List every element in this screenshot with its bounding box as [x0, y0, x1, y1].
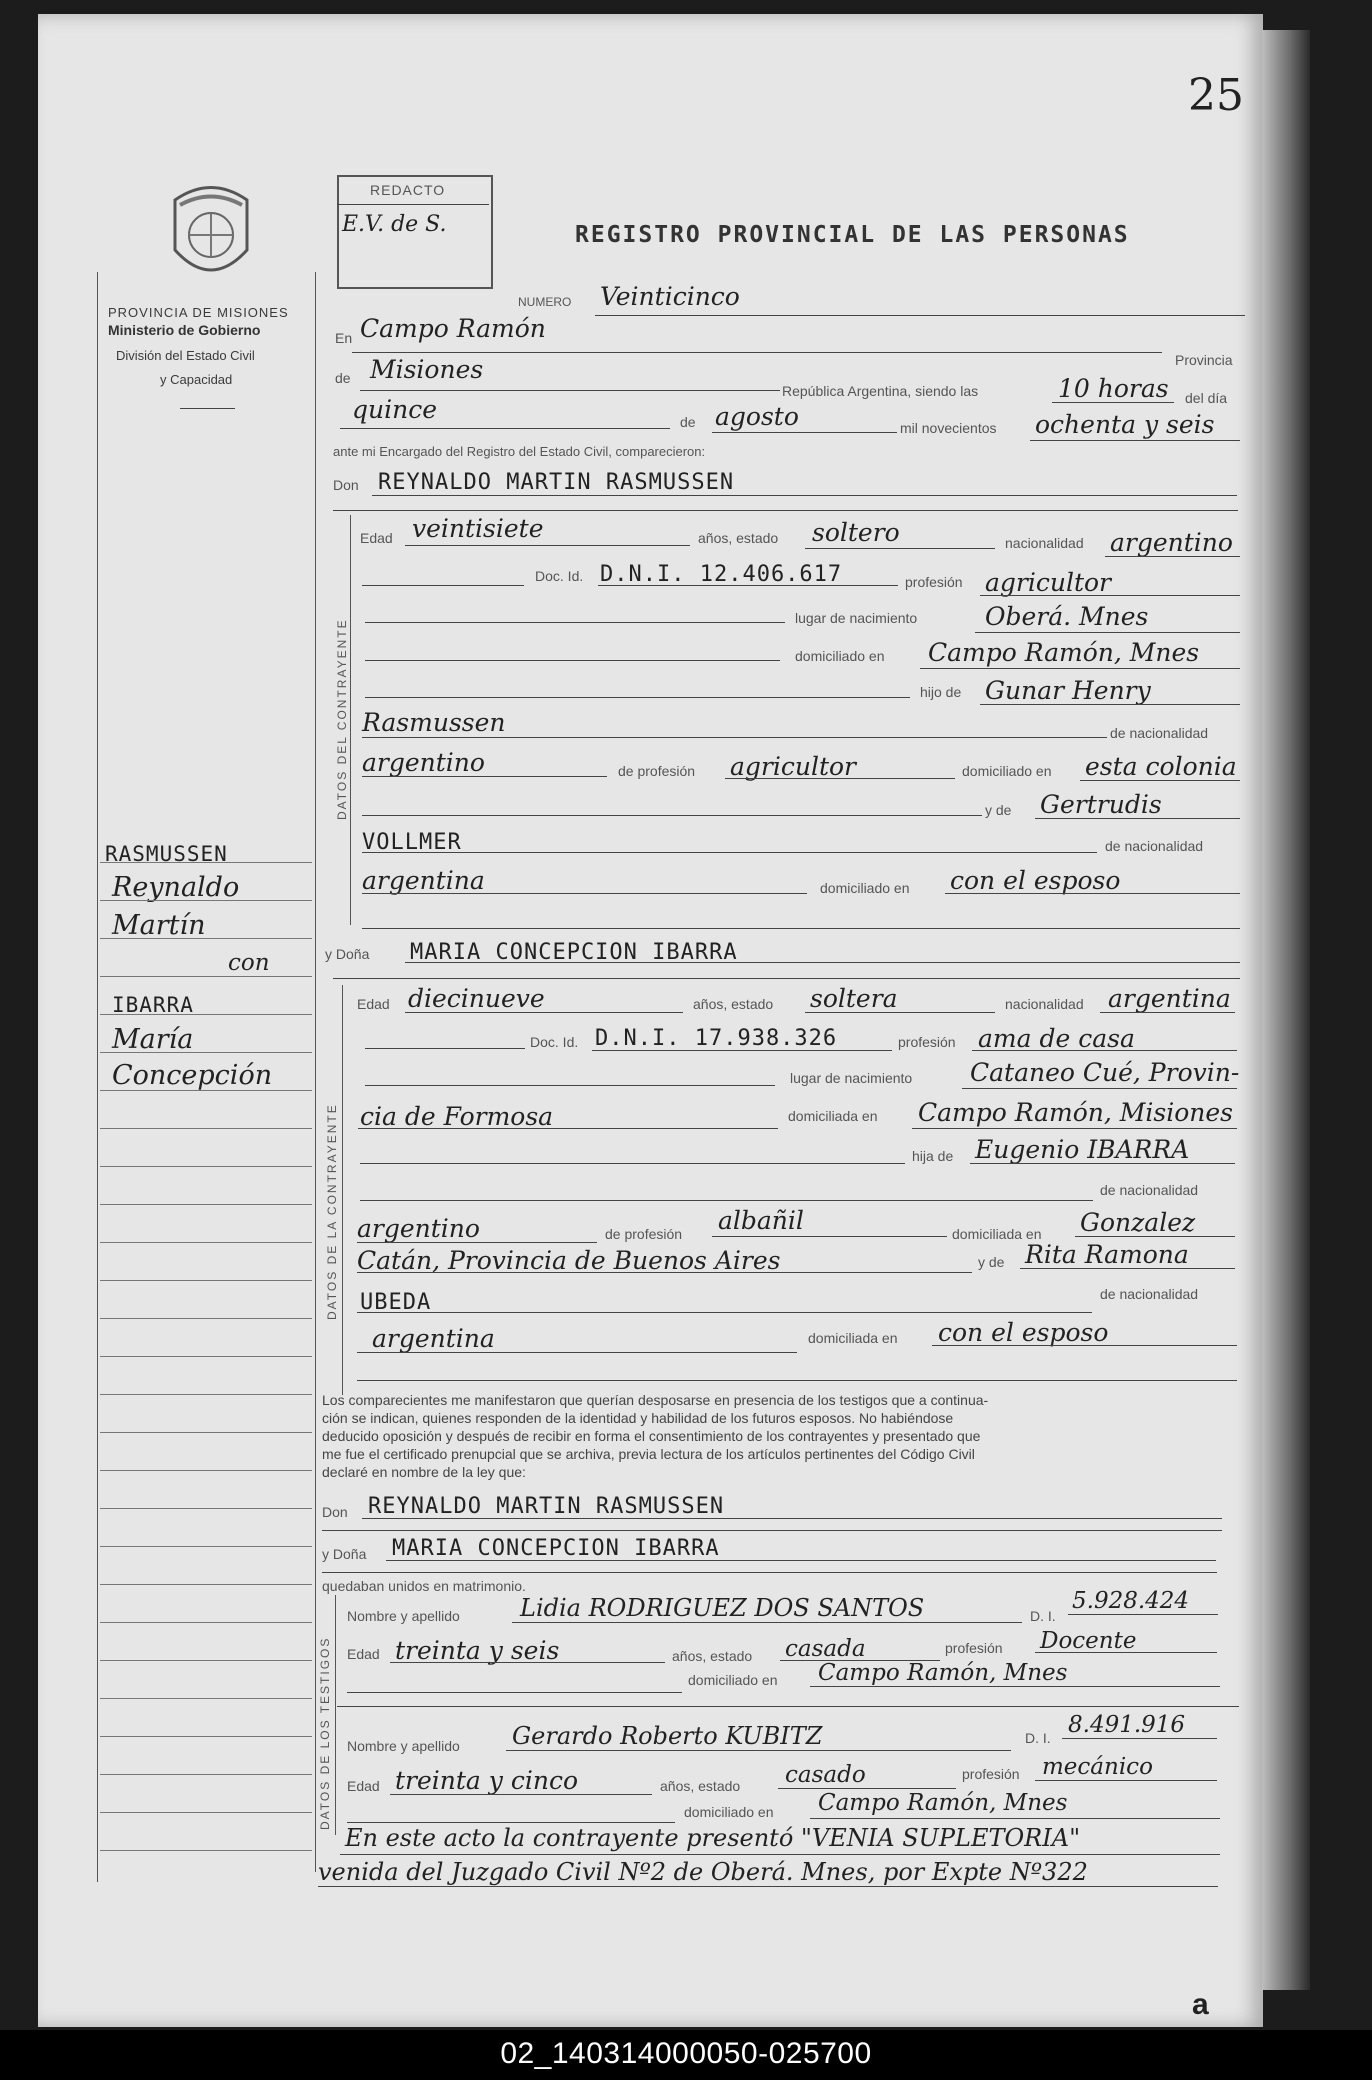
w2-anos-label: años, estado [660, 1778, 741, 1794]
bride-lugar-label: lugar de nacimiento [790, 1070, 913, 1086]
bride-de-nac-label: de nacionalidad [1100, 1182, 1199, 1198]
bride-birthplace-2: cia de Formosa [360, 1102, 554, 1131]
bride-estado: soltera [810, 984, 898, 1013]
margin-rule [100, 1584, 312, 1585]
margin-rule [100, 1736, 312, 1737]
margin-rule [100, 1204, 312, 1205]
w2-nombre-label: Nombre y apellido [347, 1738, 460, 1754]
w2-dom-label: domiciliado en [684, 1804, 774, 1820]
groom-name: REYNALDO MARTIN RASMUSSEN [378, 470, 735, 495]
w2-estado: casado [785, 1762, 866, 1788]
groom-father-nat: argentino [362, 748, 485, 777]
margin-rule [100, 1090, 312, 1091]
groom-birthplace: Oberá. Mnes [985, 602, 1149, 631]
groom-anos-label: años, estado [698, 530, 779, 546]
margin-line-3: Martín [112, 910, 206, 941]
margin-rule [100, 1812, 312, 1813]
bride-age: diecinueve [408, 984, 545, 1013]
bride-de-prof-label: de profesión [605, 1226, 683, 1242]
w1-profession: Docente [1040, 1628, 1137, 1654]
w2-di-label: D. I. [1025, 1730, 1051, 1746]
groom-mother-first: Gertrudis [1040, 790, 1162, 819]
w1-domicile: Campo Ramón, Mnes [818, 1660, 1068, 1686]
de-label: de [335, 370, 351, 386]
note-line-2: venida del Juzgado Civil Nº2 de Oberá. Mnes, por Expte Nº322 [318, 1858, 1088, 1886]
seal-line-2: Ministerio de Gobierno [108, 322, 261, 338]
groom-father-dom: esta colonia [1085, 752, 1237, 781]
margin-rule [100, 1698, 312, 1699]
redacto-label: REDACTO [370, 182, 446, 198]
groom-mother-dom: con el esposo [950, 866, 1121, 895]
bride-father: Eugenio IBARRA [975, 1135, 1190, 1164]
margin-rule [100, 1280, 312, 1281]
margin-rule [100, 1014, 312, 1015]
margin-rule [100, 862, 312, 863]
groom-father-prof: agricultor [730, 752, 857, 781]
bride-dom2-label: domiciliada en [952, 1226, 1042, 1242]
intro-month: agosto [715, 402, 799, 431]
bride-mother-last: UBEDA [360, 1290, 432, 1315]
w2-domicile: Campo Ramón, Mnes [818, 1790, 1068, 1816]
w1-nombre-label: Nombre y apellido [347, 1608, 460, 1624]
margin-rule [100, 1166, 312, 1167]
margin-rule [100, 1850, 312, 1851]
margin-rule [100, 1394, 312, 1395]
margin-rule [100, 1052, 312, 1053]
groom-father-last: Rasmussen [362, 708, 506, 737]
w1-name: Lidia RODRIGUEZ DOS SANTOS [520, 1594, 925, 1622]
bride-dom-label: domiciliada en [788, 1108, 878, 1124]
margin-line-6: María [112, 1024, 194, 1055]
margin-rule [100, 1242, 312, 1243]
bride-dom3-label: domiciliada en [808, 1330, 898, 1346]
seal-line-1: PROVINCIA DE MISIONES [108, 305, 289, 320]
declaration-line-2: ción se indican, quienes responden de la identidad y habilidad de los futuros esposos. No habiéndose [322, 1410, 954, 1426]
bride-doc: D.N.I. 17.938.326 [595, 1026, 838, 1051]
groom-de-nac2-label: de nacionalidad [1105, 838, 1204, 854]
provincia-label: Provincia [1175, 352, 1233, 368]
w2-name: Gerardo Roberto KUBITZ [512, 1722, 823, 1750]
bride-doc-label: Doc. Id. [530, 1034, 579, 1050]
groom-de-prof-label: de profesión [618, 763, 696, 779]
w1-anos-label: años, estado [672, 1648, 753, 1664]
dona-label: y Doña [325, 946, 370, 962]
bride-father-dom-2: Catán, Provincia de Buenos Aires [357, 1246, 781, 1275]
bride-mother-first: Rita Ramona [1025, 1240, 1189, 1269]
margin-line-7: Concepción [112, 1060, 273, 1091]
en-label: En [335, 330, 353, 346]
decl-bride: MARIA CONCEPCION IBARRA [392, 1536, 720, 1561]
margin-rule [100, 938, 312, 939]
bride-father-nat: argentino [357, 1214, 480, 1243]
note-line-1: En este acto la contrayente presentó "VENIA SUPLETORIA" [345, 1824, 1081, 1852]
seal-line-3: División del Estado Civil [116, 348, 255, 363]
groom-side-label: DATOS DEL CONTRAYENTE [335, 618, 349, 820]
intro-place: Campo Ramón [360, 314, 546, 343]
margin-rule [100, 1622, 312, 1623]
bride-anos-label: años, estado [693, 996, 774, 1012]
margin-rule [100, 1774, 312, 1775]
book-edge [1262, 30, 1310, 1990]
bride-birthplace-1: Cataneo Cué, Provin- [970, 1058, 1240, 1087]
declaration-line-1: Los comparecientes me manifestaron que querían desposarse en presencia de los testigos que a continua- [322, 1392, 989, 1408]
page-number: 25 [1188, 70, 1244, 121]
de-mes-label: de [680, 414, 696, 430]
margin-rule [100, 1356, 312, 1357]
w1-prof-label: profesión [945, 1640, 1003, 1656]
groom-dom3-label: domiciliado en [820, 880, 910, 896]
bride-name: MARIA CONCEPCION IBARRA [410, 940, 738, 965]
decl-don-label: Don [322, 1504, 348, 1520]
intro-year: ochenta y seis [1035, 410, 1215, 439]
margin-line-2: Reynaldo [112, 872, 240, 903]
mil-label: mil novecientos [900, 420, 997, 436]
groom-nationality: argentino [1110, 528, 1233, 557]
province-seal-icon [165, 180, 257, 285]
groom-estado: soltero [812, 518, 900, 547]
margin-rule [100, 1508, 312, 1509]
intro-day: quince [352, 395, 437, 424]
declaration-line-5: declaré en nombre de la ley que: [322, 1464, 526, 1480]
bride-de-nac2-label: de nacionalidad [1100, 1286, 1199, 1302]
w2-age: treinta y cinco [395, 1766, 579, 1795]
bride-nationality: argentina [1108, 984, 1231, 1013]
groom-father-first: Gunar Henry [985, 676, 1151, 705]
bride-hija-label: hija de [912, 1148, 954, 1164]
groom-age: veintisiete [412, 514, 544, 543]
bride-prof-label: profesión [898, 1034, 956, 1050]
bride-father-dom-1: Gonzalez [1080, 1208, 1196, 1237]
groom-dom-label: domiciliado en [795, 648, 885, 664]
w1-estado: casada [785, 1636, 866, 1662]
bride-side-label: DATOS DE LA CONTRAYENTE [325, 1103, 339, 1320]
bride-y-de-label: y de [978, 1254, 1005, 1270]
bride-mother-nat: argentina [372, 1324, 495, 1353]
margin-rule [100, 1128, 312, 1129]
groom-hijo-label: hijo de [920, 684, 962, 700]
w1-di-label: D. I. [1030, 1608, 1056, 1624]
margin-rule [100, 1318, 312, 1319]
margin-rule [100, 900, 312, 901]
bride-profession: ama de casa [978, 1024, 1135, 1053]
margin-rule [100, 1432, 312, 1433]
w1-age: treinta y seis [395, 1636, 560, 1665]
margin-line-1: RASMUSSEN [105, 842, 228, 866]
margin-line-4: con [228, 950, 270, 976]
del-dia-label: del día [1185, 390, 1228, 406]
w2-prof-label: profesión [962, 1766, 1020, 1782]
margin-line-5: IBARRA [112, 993, 194, 1017]
decl-groom: REYNALDO MARTIN RASMUSSEN [368, 1494, 725, 1519]
margin-rule [100, 1470, 312, 1471]
declaration-line-4: me fue el certificado prenupcial que se archiva, previa lectura de los artículos pertinentes del Código Civil [322, 1446, 975, 1462]
republica-label: República Argentina, siendo las [782, 383, 979, 399]
w1-dom-label: domiciliado en [688, 1672, 778, 1688]
bride-mother-dom: con el esposo [938, 1318, 1109, 1347]
ante-label: ante mi Encargado del Registro del Estado Civil, comparecieron: [333, 444, 706, 459]
groom-doc: D.N.I. 12.406.617 [600, 562, 843, 587]
groom-dom2-label: domiciliado en [962, 763, 1052, 779]
margin-rule [100, 976, 312, 977]
redacto-value: E.V. de S. [342, 212, 447, 237]
groom-mother-nat: argentina [362, 866, 485, 895]
w2-edad-label: Edad [347, 1778, 380, 1794]
groom-nac-label: nacionalidad [1005, 535, 1084, 551]
groom-lugar-label: lugar de nacimiento [795, 610, 918, 626]
bride-father-prof: albañil [718, 1206, 804, 1235]
groom-domicile: Campo Ramón, Mnes [928, 638, 1200, 667]
numero-label: NUMERO [518, 295, 572, 309]
groom-edad-label: Edad [360, 530, 393, 546]
declaration-line-3: deducido oposición y después de recibir en forma el consentimiento de los contrayentes y presentado que [322, 1428, 981, 1444]
decl-dona-label: y Doña [322, 1546, 367, 1562]
bottom-mark: a [1192, 1988, 1209, 2021]
intro-province: Misiones [370, 355, 484, 384]
footer-id: 02_140314000050-025700 [500, 2037, 872, 2070]
witnesses-side-label: DATOS DE LOS TESTIGOS [318, 1636, 332, 1830]
groom-doc-label: Doc. Id. [535, 568, 584, 584]
groom-mother-last: VOLLMER [362, 830, 462, 855]
w2-di: 8.491.916 [1068, 1712, 1186, 1738]
register-title: REGISTRO PROVINCIAL DE LAS PERSONAS [575, 222, 1130, 248]
bride-nac-label: nacionalidad [1005, 996, 1084, 1012]
decl-unidos: quedaban unidos en matrimonio. [322, 1578, 526, 1594]
numero-value: Veinticinco [600, 282, 740, 311]
intro-hour: 10 horas [1058, 374, 1169, 403]
groom-y-de-label: y de [985, 802, 1012, 818]
groom-profession: agricultor [985, 568, 1112, 597]
w1-di: 5.928.424 [1072, 1588, 1190, 1614]
margin-rule [100, 1660, 312, 1661]
w1-edad-label: Edad [347, 1646, 380, 1662]
w2-profession: mecánico [1042, 1754, 1153, 1780]
don-label: Don [333, 477, 359, 493]
bride-domicile: Campo Ramón, Misiones [918, 1098, 1233, 1127]
bride-edad-label: Edad [357, 996, 390, 1012]
groom-de-nac-label: de nacionalidad [1110, 725, 1209, 741]
seal-line-4: y Capacidad [160, 372, 233, 387]
groom-prof-label: profesión [905, 574, 963, 590]
margin-rule [100, 1546, 312, 1547]
